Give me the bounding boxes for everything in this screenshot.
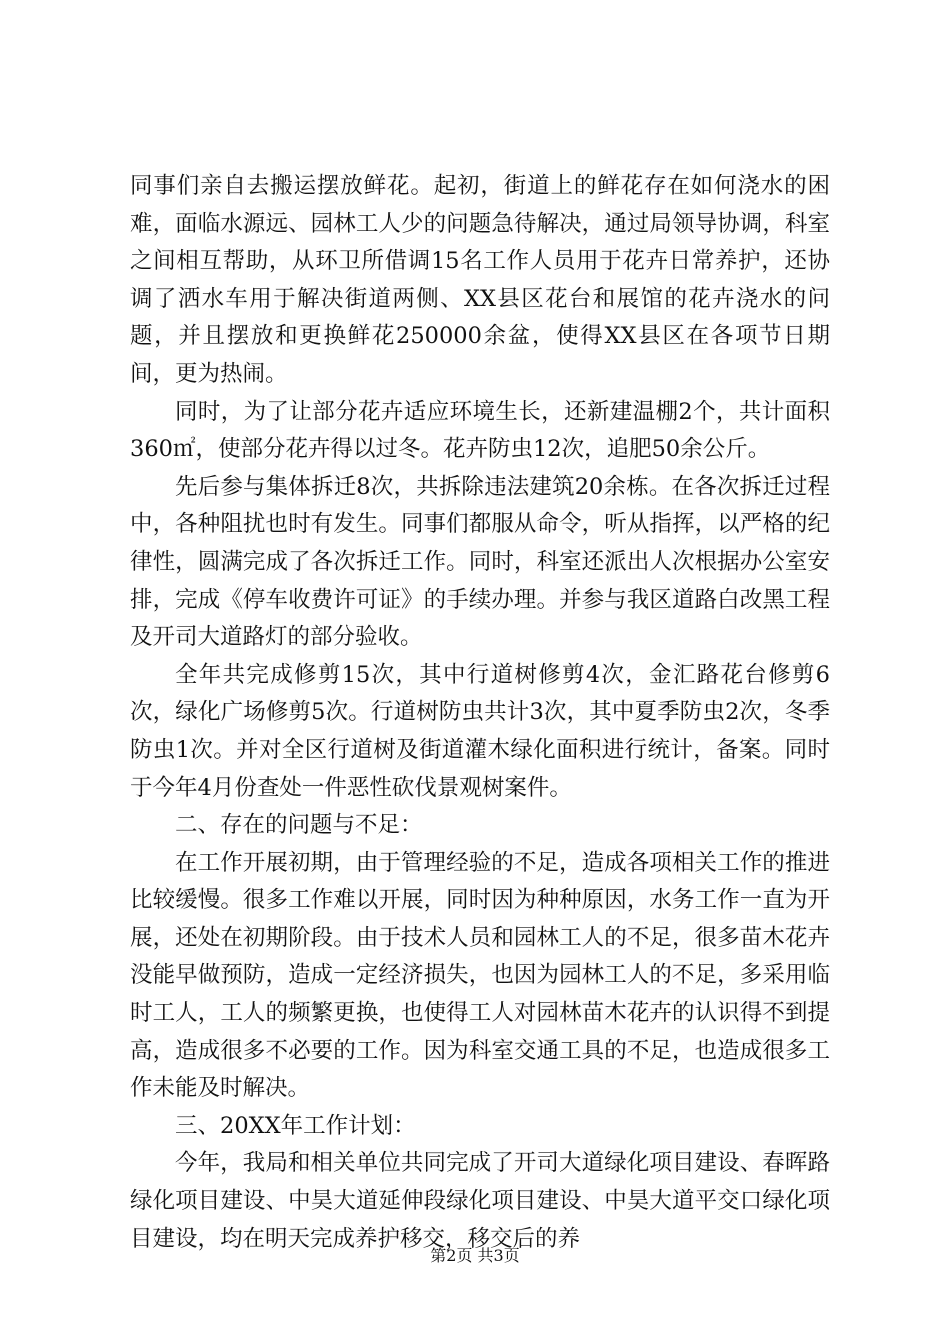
section-heading-plan: 三、20XX年工作计划： — [175, 1112, 416, 1139]
paragraph-1: 同事们亲自去搬运摆放鲜花。起初，街道上的鲜花存在如何浇水的困难，面临水源远、园林工人少的问题急待解决，通过局领导协调，科室之间相互帮助，从环卫所借调15名工作人员用于花卉日常养护，还协调了洒水车用于解决街道两侧、XX县区花台和展馆的花卉浇水的问题，并且摆放和更换鲜花250000余盆，使得XX县区在各项节日期间，更为热闹。 — [130, 173, 830, 387]
paragraph-5: 在工作开展初期，由于管理经验的不足，造成各项相关工作的推进比较缓慢。很多工作难以开展，同时因为种种原因，水务工作一直为开展，还处在初期阶段。由于技术人员和园林工人的不足，很多苗木花卉没能早做预防，造成一定经济损失，也因为园林工人的不足，多采用临时工人，工人的频繁更换，也使得工人对园林苗木花卉的认识得不到提高，造成很多不必要的工作。因为科室交通工具的不足，也造成很多工作未能及时解决。 — [130, 849, 830, 1102]
paragraph-4: 全年共完成修剪15次，其中行道树修剪4次，金汇路花台修剪6次，绿化广场修剪5次。行道树防虫共计3次，其中夏季防虫2次，冬季防虫1次。并对全区行道树及街道灌木绿化面积进行统计，备案。同时于今年4月份查处一件恶性砍伐景观树案件。 — [130, 661, 830, 801]
paragraph-3: 先后参与集体拆迁8次，共拆除违法建筑20余栋。在各次拆迁过程中，各种阻扰也时有发生。同事们都服从命令，听从指挥，以严格的纪律性，圆满完成了各次拆迁工作。同时，科室还派出人次根据办公室安排，完成《停车收费许可证》的手续办理。并参与我区道路白改黑工程及开司大道路灯的部分验收。 — [130, 473, 830, 651]
section-heading-problems: 二、存在的问题与不足： — [175, 812, 423, 839]
paragraph-6: 今年，我局和相关单位共同完成了开司大道绿化项目建设、春晖路绿化项目建设、中昊大道延伸段绿化项目建设、中昊大道平交口绿化项目建设，均在明天完成养护移交，移交后的养 — [130, 1150, 830, 1252]
paragraph-2: 同时，为了让部分花卉适应环境生长，还新建温棚2个，共计面积360㎡，使部分花卉得以过冬。花卉防虫12次，追肥50余公斤。 — [130, 398, 830, 463]
document-body — [130, 168, 830, 1258]
page-number-footer: 第2页 共3页 — [430, 1246, 520, 1265]
